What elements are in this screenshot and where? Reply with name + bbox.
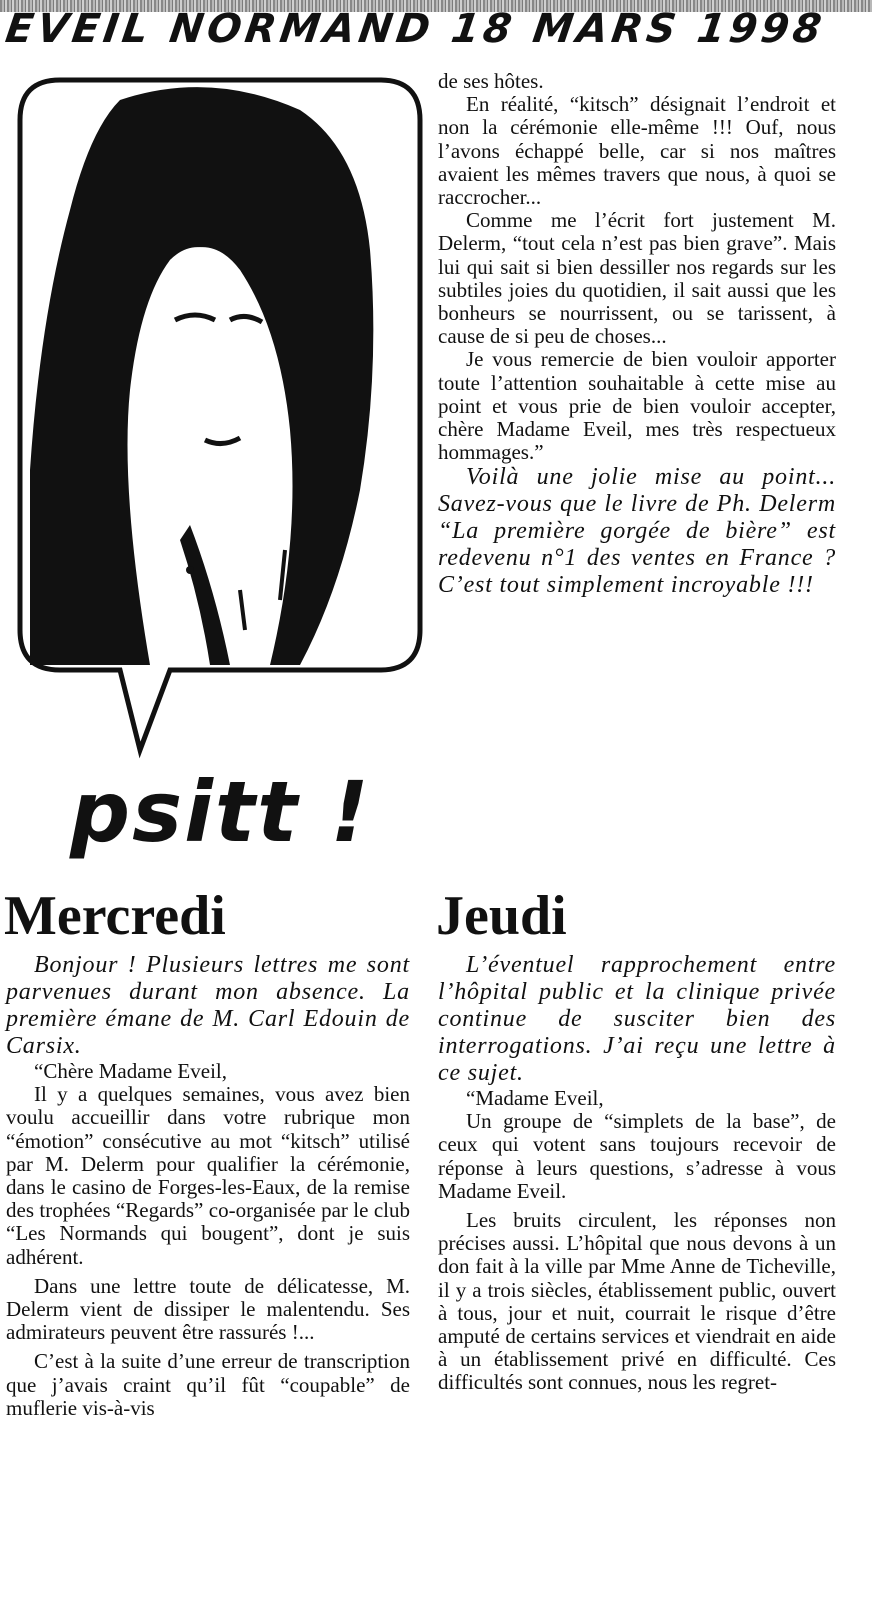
paragraph: “Madame Eveil, (466, 1086, 604, 1110)
paragraph: “Chère Madame Eveil, (34, 1059, 227, 1083)
column-right-bottom (438, 952, 836, 1395)
masthead (0, 0, 872, 72)
paragraph: de ses hôtes. (438, 69, 544, 93)
paragraph: Un groupe de “simplets de la base”, de ceux qui votent sans toujours recevoir de réponse à leurs questions, s’adresse à vous Madame Eveil. (438, 1109, 836, 1203)
masthead-handwritten-note: EVEIL NORMAND 18 MARS 1998 (2, 6, 828, 52)
paragraph: Les bruits circulent, les réponses non précises aussi. L’hôpital que nous devons à un don fait à la ville par Mme Anne de Ticheville, il y a trois siècles, établissement public, ouvert à tous, jour et nuit, courrait le risque d’être amputé de certains services et viendrait en aide à un établissement privé en difficulté. Ces difficultés sont connues, nous les regret- (438, 1208, 836, 1395)
speech-bubble-illustration (0, 70, 440, 861)
speech-bubble-graphic (0, 70, 440, 850)
paragraph: C’est à la suite d’une erreur de transcription que j’avais craint qu’il fût “coupable” de muflerie vis-à-vis (6, 1349, 410, 1420)
paragraph: En réalité, “kitsch” désignait l’endroit et non la cérémonie elle-même !!! Ouf, nous l’avons échappé belle, car si nos maîtres avaient les mêmes travers que nous, à quoi se raccrocher... (438, 92, 836, 210)
paragraph: Il y a quelques semaines, vous avez bien voulu accueillir dans votre rubrique mon “émotion” consécutive au mot “kitsch” utilisé par M. Delerm pour qualifier la cérémonie, dans le casino de Forges-les-Eaux, de la remise des trophées “Regards” co-organisée par le club “Les Normands qui bougent”, dont je suis adhérent. (6, 1082, 410, 1269)
intro-italic: L’éventuel rapprochement entre l’hôpital public et la clinique privée continue de susciter bien des interrogations. J’ai reçu une lettre à ce sujet. (438, 952, 836, 1086)
paragraph: Dans une lettre toute de délicatesse, M. Delerm vient de dissiper le malentendu. Ses admirateurs peuvent être rassurés !... (6, 1273, 410, 1345)
heading-jeudi: Jeudi (436, 885, 567, 947)
paragraph: Je vous remercie de bien vouloir apporter toute l’attention souhaitable à cette mise au point et vous prie de bien vouloir accepter, chère Madame Eveil, mes très respectueux hommages.” (438, 347, 836, 465)
heading-mercredi: Mercredi (4, 885, 226, 947)
column-left-bottom (6, 952, 410, 1420)
woman-portrait-icon (30, 87, 373, 665)
psitt-exclamation: psitt ! (70, 763, 371, 861)
paragraph: Comme me l’écrit fort justement M. Delerm, “tout cela n’est pas bien grave”. Mais lui qui sait si bien dessiller nos regards sur les subtiles joies du quotidien, il sait aussi que les bonheurs se nourrissent, ou se tarissent, à cause de si peu de choses... (438, 208, 836, 349)
editor-comment-italic: Voilà une jolie mise au point... Savez-vous que le livre de Ph. Delerm “La première gorgée de bière” est redevenu n°1 des ventes en France ? C’est tout simplement incroyable !!! (438, 464, 836, 599)
intro-italic: Bonjour ! Plusieurs lettres me sont parvenues durant mon absence. La première émane de M. Carl Edouin de Carsix. (6, 952, 410, 1059)
column-right-top (438, 70, 836, 599)
